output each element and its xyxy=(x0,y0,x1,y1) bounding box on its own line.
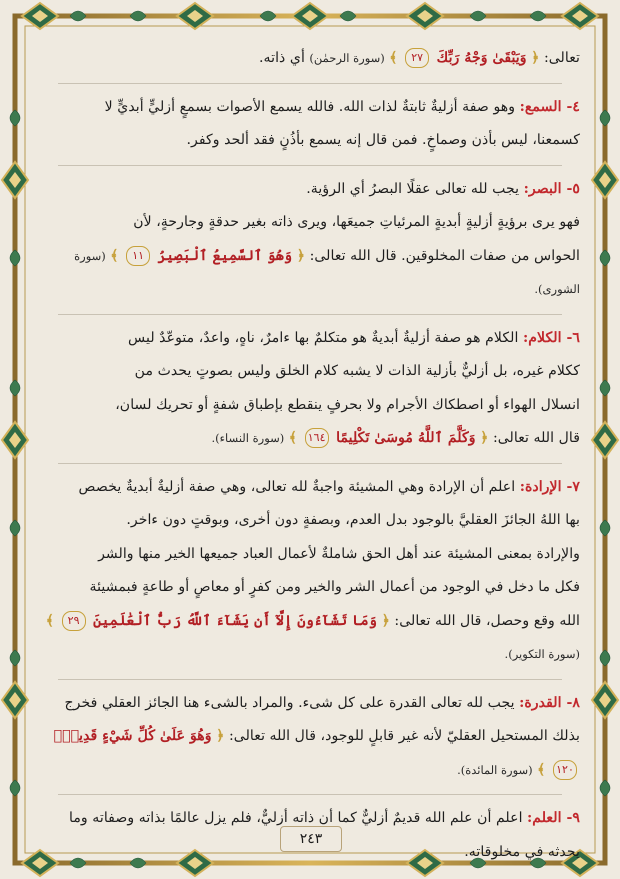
surah-reference: (سورة الرحمٰن) xyxy=(309,51,385,65)
page-number: ٢٤٣ xyxy=(280,826,342,852)
section-divider xyxy=(58,679,562,680)
text-line: تعالى: ﴿ وَيَبْقَىٰ وَجْهُ رَبِّكَ ٢٧ ﴾ (سورة الرحمٰن) أي ذاته. xyxy=(259,50,580,66)
verse-bracket-close-icon: ﴾ xyxy=(288,430,298,446)
verse-bracket-open-icon: ﴿ xyxy=(216,728,225,744)
verse-number: ٢٧ xyxy=(405,48,429,68)
verse-bracket-close-icon: ﴾ xyxy=(537,761,546,778)
quran-verse: وَيَبْقَىٰ وَجْهُ رَبِّكَ xyxy=(436,50,527,66)
section-heading: ٧- الإرادة: xyxy=(519,478,580,495)
verse-bracket-open-icon: ﴿ xyxy=(531,50,540,66)
verse-number: ٢٩ xyxy=(62,611,86,631)
section-divider xyxy=(58,83,562,84)
section-heading: ٦- الكلام: xyxy=(522,329,580,346)
text-line xyxy=(40,640,580,670)
text-line: ٨- القدرة: يجب لله تعالى القدرة على كل شىء. والمراد بالشىء هنا الجائز العقلي فخرج xyxy=(64,694,580,711)
surah-reference: (سورة التكوير). xyxy=(504,647,580,661)
text-line: ٧- الإرادة: اعلم أن الإرادة وهي المشيئة واجبةٌ لله تعالى، وهي صفة أزليةٌ أبديةٌ يخصص xyxy=(78,478,580,495)
section-heading: ٤- السمع: xyxy=(519,98,580,115)
text-line: ٤- السمع: وهو صفة أزليةٌ ثابتةٌ لذات الله. فالله يسمع الأصوات بسمعٍ أزليٍّ أبديٍّ لا xyxy=(104,98,580,115)
verse-number: ١١ xyxy=(126,246,150,266)
text-line: انسلال الهواء أو اصطكاك الأجرام ولا بحرفٍ ينقطع بإطباق شفةٍ أو تحريك لسان، xyxy=(115,396,580,413)
text-line: الحواس من صفات المخلوقين. قال الله تعالى: ﴿ وَهُوَ ٱلسَّمِيعُ ٱلْبَصِيرُ ١١ ﴾ (سورة xyxy=(74,247,580,264)
text-line xyxy=(40,275,580,305)
verse-bracket-open-icon: ﴿ xyxy=(480,430,489,446)
quran-verse: وَهُوَ عَلَىٰ كُلِّ شَيْءٍ قَدِيرٌۢ xyxy=(53,728,212,744)
text-line xyxy=(40,756,580,786)
text-line: والإرادة بمعنى المشيئة عند أهل الحق شاملةٌ لأعمال العباد جميعها الخير منها والشر xyxy=(98,545,580,562)
text-line: فكل ما دخل في الوجود من أعمال الشر والخير ومن كفرٍ أو معاصٍ أو طاعةٍ فبمشيئة xyxy=(89,579,580,595)
surah-reference: (سورة النساء). xyxy=(211,431,285,445)
section-divider xyxy=(58,794,562,795)
surah-reference: (سورة المائدة). xyxy=(457,762,533,777)
surah-reference: (سورة xyxy=(74,248,106,263)
verse-bracket-open-icon: ﴿ xyxy=(296,247,306,264)
verse-number: ١٦٤ xyxy=(305,428,329,448)
text-line: فهو يرى برؤيةٍ أزليةٍ أبديةٍ المرئياتِ جميعَها، ويرى ذاته بغير حدقةٍ وجارحةٍ، لأن xyxy=(133,214,580,230)
section-heading: ٥- البصر: xyxy=(523,180,580,197)
text-line: ٦- الكلام: الكلام هو صفة أزليةٌ أبديةٌ هو متكلمٌ بها ءامرٌ، ناهٍ، واعدٌ، متوعّدٌ ليس xyxy=(127,329,580,346)
text-line: كسمعنا، ليس بأذن وصماخٍ. فمن قال إنه يسمع بأذُنٍ فقد ألحد وكفر. xyxy=(186,132,580,148)
verse-bracket-open-icon: ﴿ xyxy=(381,612,390,629)
text-line: بها اللهُ الجائزَ العقليَّ بالوجود بدل العدم، وبصفةٍ دون أخرى، وبوقتٍ دون ءاخر. xyxy=(126,512,580,528)
section-heading: ٩- العلم: xyxy=(527,810,580,826)
text-line: ٩- العلم: اعلم أن علم الله قديمٌ أزليٌّ كما أن ذاته أزليٌّ، فلم يزل عالمًا بذاته وصفاته وما xyxy=(69,810,580,826)
quran-verse: وَهُوَ ٱلسَّمِيعُ ٱلْبَصِيرُ xyxy=(157,247,293,264)
section-divider xyxy=(58,463,562,464)
text-line: الله وقع وحصل، قال الله تعالى: ﴿ وَمَا تَشَآءُونَ إِلَّآ أَن يَشَآءَ ٱللَّهُ رَبُّ ٱلْعَٰلَمِينَ ٢٩ ﴾ xyxy=(45,612,580,629)
section-heading: ٨- القدرة: xyxy=(519,694,580,711)
text-line: بذلك المستحيل العقليّ لأنه غير قابلٍ للوجود، قال الله تعالى: ﴿ وَهُوَ عَلَىٰ كُلِّ شَيْءٍ قَدِيرٌۢ xyxy=(53,728,580,744)
verse-number: ١٢٠ xyxy=(553,760,577,780)
verse-bracket-close-icon: ﴾ xyxy=(110,247,119,264)
quran-verse: وَكَلَّمَ ٱللَّهُ مُوسَىٰ تَكْلِيمًا xyxy=(336,430,476,446)
text-line: يحدثه في مخلوقاته. xyxy=(464,843,580,860)
section-divider xyxy=(58,165,562,166)
text-line: ككلام غيره، بل أزليٌّ بأزلية الذات لا يشبه كلام الخلق وليس بصوتٍ يحدث من xyxy=(134,363,580,379)
text-line: ٥- البصر: يجب لله تعالى عقلًا البصرُ أي الرؤية. xyxy=(306,180,580,197)
surah-reference: الشورى). xyxy=(534,282,580,296)
verse-bracket-close-icon: ﴾ xyxy=(389,50,398,66)
quran-verse: وَمَا تَشَآءُونَ إِلَّآ أَن يَشَآءَ ٱللَّهُ رَبُّ ٱلْعَٰلَمِينَ xyxy=(93,612,378,629)
verse-bracket-close-icon: ﴾ xyxy=(45,612,55,629)
section-divider xyxy=(58,314,562,315)
text-line: قال الله تعالى: ﴿ وَكَلَّمَ ٱللَّهُ مُوسَىٰ تَكْلِيمًا ١٦٤ ﴾ (سورة النساء). xyxy=(211,430,580,446)
